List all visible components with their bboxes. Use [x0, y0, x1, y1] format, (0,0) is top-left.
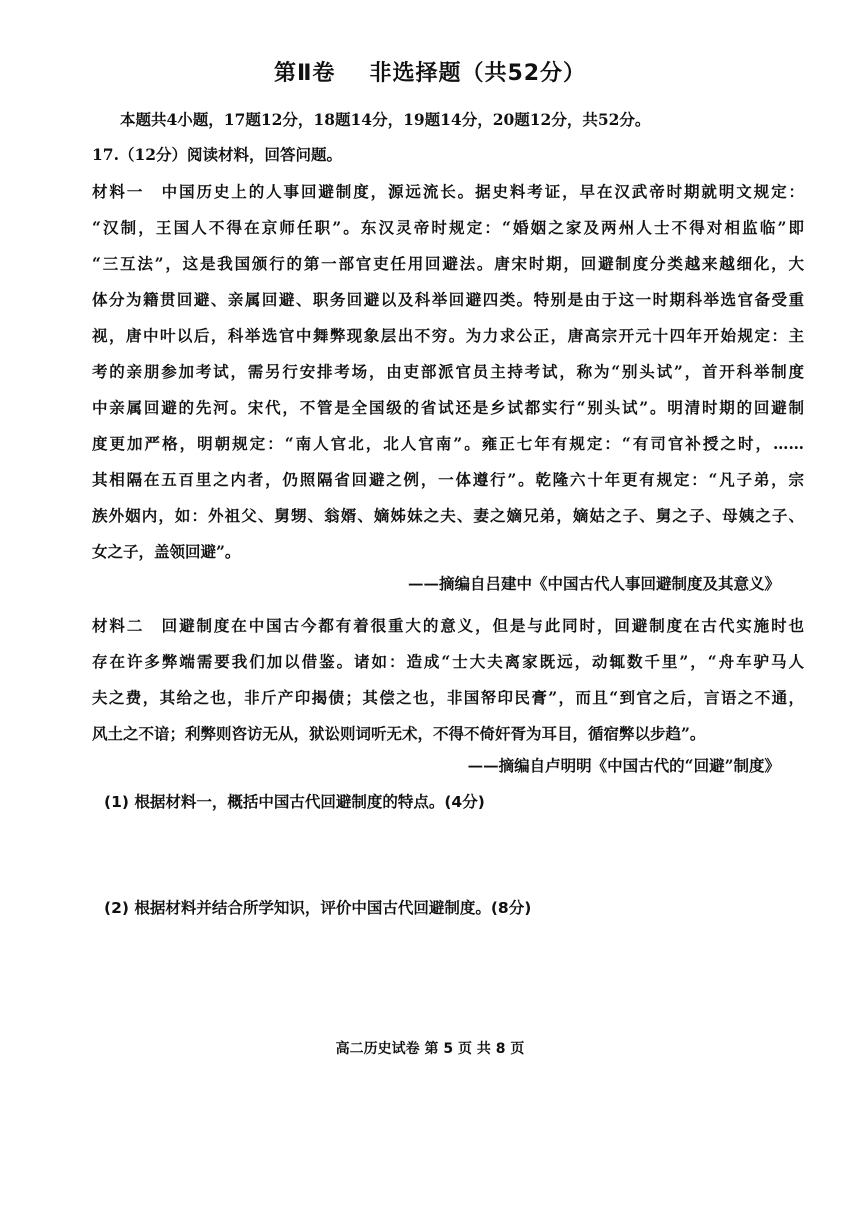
material1-line: 女之子，盖领回避”。 [92, 542, 241, 561]
section-instructions: 本题共4小题，17题12分，18题14分，19题14分，20题12分，共52分。 [120, 110, 651, 129]
material2-source: ——摘编自卢明明《中国古代的“回避”制度》 [467, 756, 780, 775]
material1-line: 材料一 中国历史上的人事回避制度，源远流长。据史料考证，早在汉武帝时期就明文规定： [92, 182, 804, 201]
material2-line: 夫之费，其给之也，非斤产印揭债；其偿之也，非国帑印民膏”，而且“到官之后，言语之不通， [92, 688, 804, 707]
material2-line: 风土之不谙；利弊则咨访无从，狱讼则词听无术，不得不倚奸胥为耳目，循宿弊以步趋”。 [92, 724, 706, 743]
material1-line: 族外姻内，如：外祖父、舅甥、翁婿、嫡姊妹之夫、妻之嫡兄弟，嫡姑之子、舅之子、母姨之子、 [92, 506, 804, 525]
section-title [0, 56, 860, 87]
section-part: 第Ⅱ卷 [273, 61, 336, 86]
material1-line: 体分为籍贯回避、亲属回避、职务回避以及科举回避四类。特别是由于这一时期科举选官备受重 [92, 290, 804, 309]
sub-question-1: (1) 根据材料一，概括中国古代回避制度的特点。(4分) [104, 793, 485, 811]
section-name: 非选择题（共52分） [369, 61, 587, 86]
material1-source: ——摘编自吕建中《中国古代人事回避制度及其意义》 [407, 574, 780, 593]
material1-line: “三互法”，这是我国颁行的第一部官吏任用回避法。唐宋时期，回避制度分类越来越细化，大 [92, 254, 804, 273]
material2-line: 材料二 回避制度在中国古今都有着很重大的意义，但是与此同时，回避制度在古代实施时也 [92, 616, 804, 635]
question-17-header: 17.（12分）阅读材料，回答问题。 [92, 145, 343, 164]
material2-line: 存在许多弊端需要我们加以借鉴。诸如：造成“士大夫离家既远，动辄数千里”，“舟车驴马人 [92, 652, 804, 671]
sub-question-2: (2) 根据材料并结合所学知识，评价中国古代回避制度。(8分) [104, 899, 532, 917]
material1-line: 中亲属回避的先河。宋代，不管是全国级的省试还是乡试都实行“别头试”。明清时期的回避制 [92, 398, 804, 417]
material1-label: 材料一 [92, 182, 145, 201]
material1-line: 其相隔在五百里之内者，仍照隔省回避之例，一体遵行”。乾隆六十年更有规定：“凡子弟，宗 [92, 470, 804, 489]
page-footer: 高二历史试卷 第 5 页 共 8 页 [335, 1041, 525, 1057]
material1-line: 度更加严格，明朝规定：“南人官北，北人官南”。雍正七年有规定：“有司官补授之时，…… [92, 434, 804, 453]
material1-line: 考的亲朋参加考试，需另行安排考场，由吏部派官员主持考试，称为“别头试”，首开科举制度 [92, 362, 804, 381]
material2-label: 材料二 [92, 616, 145, 635]
material1-line: “汉制，王国人不得在京师任职”。东汉灵帝时规定：“婚姻之家及两州人士不得对相监临”即 [92, 218, 804, 237]
material1-line: 视，唐中叶以后，科举选官中舞弊现象层出不穷。为力求公正，唐高宗开元十四年开始规定：主 [92, 326, 804, 345]
